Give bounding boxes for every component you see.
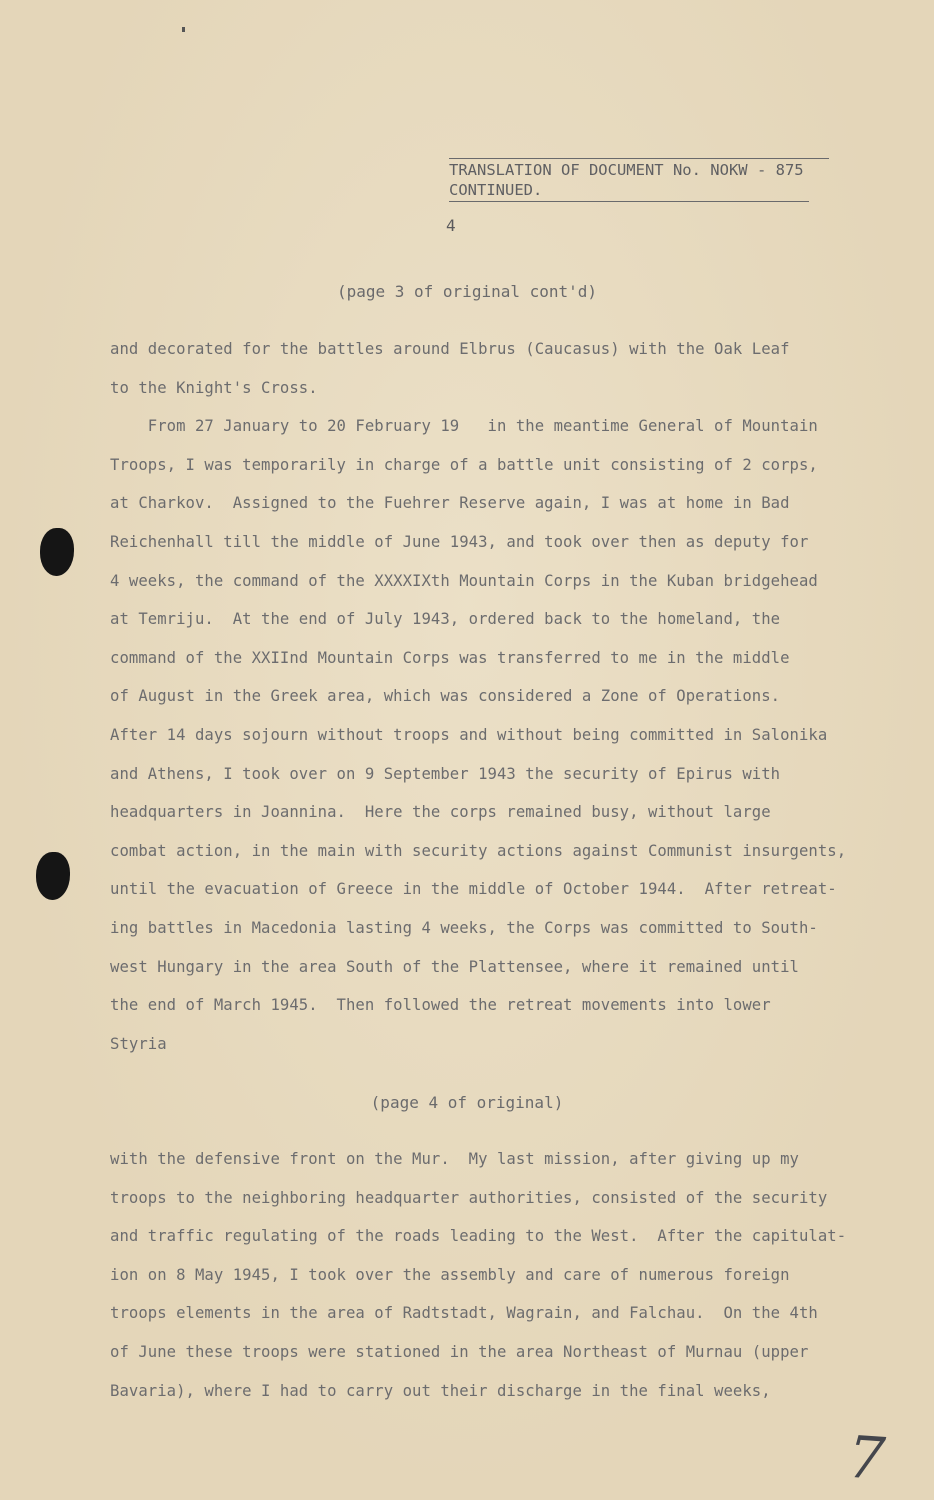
text-line: ing battles in Macedonia lasting 4 weeks, the Corps was committed to South- [110,918,818,937]
text-line: until the evacuation of Greece in the middle of October 1944. After retreat- [110,880,837,899]
text-line: and traffic regulating of the roads leading to the West. After the capitulat- [110,1227,847,1246]
text-line: From 27 January to 20 February 19 in the meantime General of Mountain [110,417,818,436]
text-line: Reichenhall till the middle of June 1943, and took over then as deputy for [110,532,809,551]
text-line: at Charkov. Assigned to the Fuehrer Reserve again, I was at home in Bad [110,494,790,513]
section1-heading: (page 3 of original cont'd) [336,282,598,301]
text-line: After 14 days sojourn without troops and without being committed in Salonika [110,725,828,744]
text-line: of August in the Greek area, which was considered a Zone of Operations. [110,687,781,706]
punch-hole-bottom [36,852,70,900]
text-line: at Temriju. At the end of July 1943, ordered back to the homeland, the [110,610,781,629]
text-line: with the defensive front on the Mur. My last mission, after giving up my [110,1150,799,1168]
text-line: headquarters in Joannina. Here the corps remained busy, without large [110,803,771,822]
text-line: troops to the neighboring headquarter authorities, consisted of the security [110,1188,828,1207]
text-line: the end of March 1945. Then followed the retreat movements into lower [110,996,771,1015]
handwritten-page-number: 7 [845,1422,888,1494]
text-line: and decorated for the battles around Elbrus (Caucasus) with the Oak Leaf [110,340,790,358]
section2-body [110,1140,870,1410]
text-line: ion on 8 May 1945, I took over the assembly and care of numerous foreign [110,1265,790,1284]
header-title-line1: TRANSLATION OF DOCUMENT No. NOKW - 875 [449,161,804,179]
page-number: 4 [446,216,456,235]
document-header [449,160,829,200]
text-line: Troops, I was temporarily in charge of a battle unit consisting of 2 corps, [110,455,818,474]
text-line: to the Knight's Cross. [110,378,318,397]
header-title-line2: CONTINUED. [449,181,543,199]
header-rule-top [449,158,829,159]
punch-hole-top [40,528,74,576]
header-rule-bottom [449,201,809,202]
text-line: of June these troops were stationed in the area Northeast of Murnau (upper [110,1342,809,1361]
text-line: troops elements in the area of Radtstadt, Wagrain, and Falchau. On the 4th [110,1304,818,1323]
text-line: combat action, in the main with security actions against Communist insurgents, [110,841,847,860]
text-line: west Hungary in the area South of the Plattensee, where it remained until [110,957,799,976]
ink-speck [182,27,185,32]
section1-body [110,330,870,1063]
text-line: and Athens, I took over on 9 September 1943 the security of Epirus with [110,764,781,783]
text-line: Styria [110,1034,167,1053]
text-line: 4 weeks, the command of the XXXXIXth Mountain Corps in the Kuban bridgehead [110,571,818,590]
text-line: Bavaria), where I had to carry out their discharge in the final weeks, [110,1381,771,1400]
section2-heading: (page 4 of original) [370,1093,564,1112]
text-line: command of the XXIInd Mountain Corps was transferred to me in the middle [110,648,790,667]
